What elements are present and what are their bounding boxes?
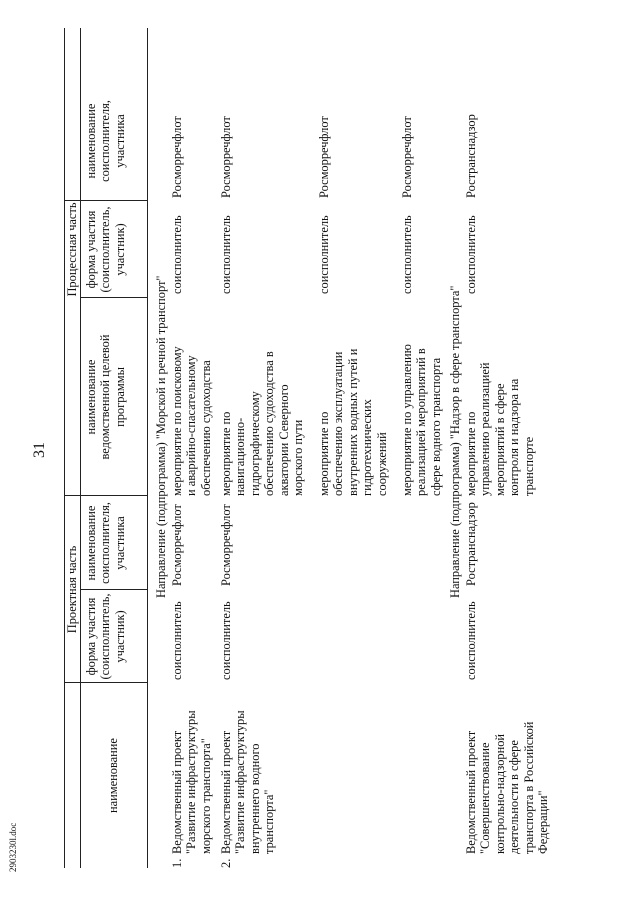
coexecutor: Росморречфлот xyxy=(219,504,233,586)
coexecutor: Росморречфлот xyxy=(170,504,184,586)
participation-form: соисполнитель xyxy=(170,601,184,680)
program-name: мероприятие по управлению реализацией мероприятий в сфере контроля и надзора на транспорте xyxy=(464,362,536,496)
table-top-border xyxy=(64,28,65,868)
participation-form: соисполнитель xyxy=(170,215,184,294)
coexecutor: Росморречфлот xyxy=(170,116,184,198)
col-header-name: наименование xyxy=(106,738,120,813)
group-header-project: Проектная часть xyxy=(65,545,79,634)
participation-form: соисполнитель xyxy=(464,601,478,680)
header-bottom-border xyxy=(147,28,148,868)
coexecutor: Росморречфлот xyxy=(317,116,331,198)
project-name: Ведомственный проект "Развитие инфраструктуры морского транспорта" xyxy=(170,710,213,854)
rotated-table xyxy=(64,28,550,868)
coexecutor: Росморречфлот xyxy=(219,116,233,198)
page-number: 31 xyxy=(31,442,48,458)
program-name: мероприятие по навигационно- гидрографическому обеспечению судоходства в акватории Северного морского пути xyxy=(219,351,305,496)
group-header-process: Процессная часть xyxy=(65,202,79,297)
col-header-form: форма участия (соисполнитель, участник) xyxy=(84,593,127,680)
participation-form: соисполнитель xyxy=(317,215,331,294)
row-number: 2. xyxy=(219,858,233,868)
participation-form: соисполнитель xyxy=(219,601,233,680)
section-heading: Направление (подпрограмма) "Морской и речной транспорт" xyxy=(154,275,168,598)
col-header-coexec2: наименование соисполнителя, участника xyxy=(84,100,127,182)
row-number: 1. xyxy=(170,858,184,868)
program-name: мероприятие по поисковому и аварийно-спасательному обеспечению судоходства xyxy=(170,346,213,496)
col-header-program: наименование ведомственной целевой программы xyxy=(84,334,127,460)
header-divider xyxy=(80,28,81,868)
program-name: мероприятие по управлению реализацией мероприятий в сфере водного транспорта xyxy=(400,344,443,496)
program-name: мероприятие по обеспечению эксплуатации внутренних водных путей и гидротехнических сооружений xyxy=(317,348,389,496)
participation-form: соисполнитель xyxy=(400,215,414,294)
col-header-coexec: наименование соисполнителя, участника xyxy=(84,502,127,584)
coexecutor: Ространснадзор xyxy=(464,502,478,586)
col-header-form2: форма участия (соисполнитель, участник) xyxy=(84,206,127,293)
project-name: Ведомственный проект "Совершенствование контрольно-надзорной деятельности в сфере транспорта в Российской Федерации" xyxy=(464,721,550,854)
participation-form: соисполнитель xyxy=(219,215,233,294)
coexecutor: Ространснадзор xyxy=(464,114,478,198)
project-name: Ведомственный проект "Развитие инфраструктуры внутреннего водного транспорта" xyxy=(219,710,277,854)
section-heading: Направление (подпрограмма) "Надзор в сфере транспорта" xyxy=(448,285,462,598)
coexecutor: Росморречфлот xyxy=(400,116,414,198)
participation-form: соисполнитель xyxy=(464,215,478,294)
footer-filename: 2903230l.doc xyxy=(8,822,18,872)
